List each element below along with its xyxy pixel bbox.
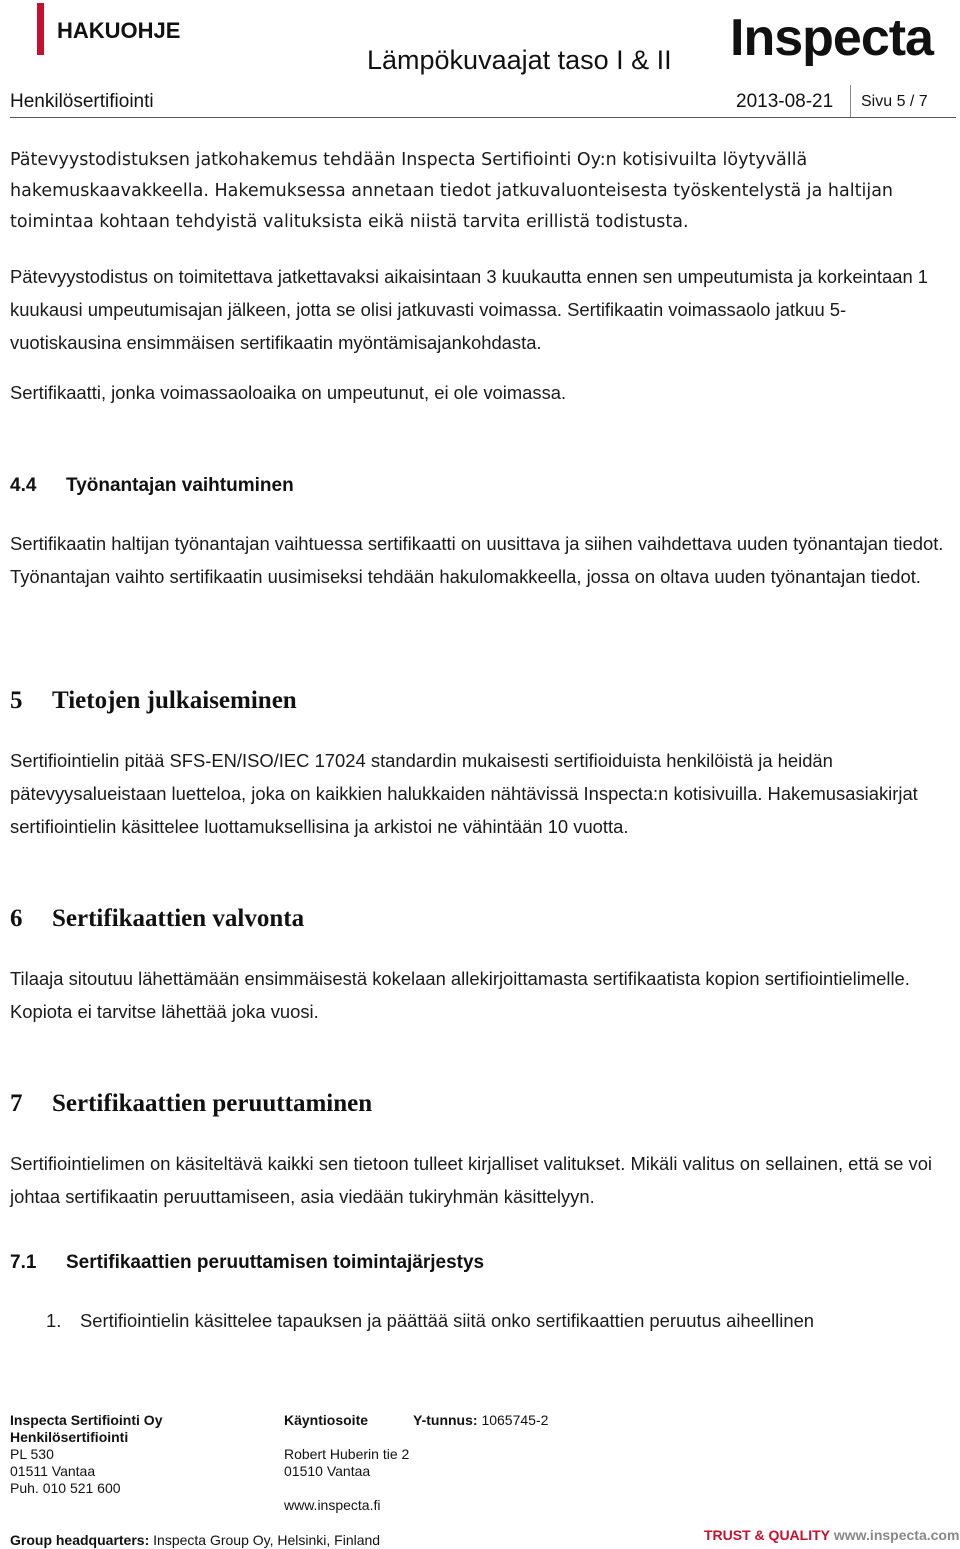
section-title: Sertifikaattien peruuttaminen [52, 1090, 373, 1117]
list-number: 1. [46, 1310, 62, 1331]
paragraph-renewal-application: Pätevyystodistuksen jatkohakemus tehdään Inspecta Sertifiointi Oy:n kotisivuilta löytyvällä hakemuskaavakkeella. Hakemuksessa annetaan tiedot jatkuvaluonteisesta työskentelystä ja haltijan toimintaa kohtaan tehdyistä valituksista eikä niistä tarvita erillistä todistusta. [10, 150, 894, 232]
section-title: Sertifikaattien valvonta [52, 905, 305, 932]
section-number: 6 [10, 905, 23, 932]
document-title: Lämpökuvaajat taso I & II [367, 45, 672, 75]
footer-company: Inspecta Sertifiointi Oy [10, 1412, 163, 1428]
business-id-label: Y-tunnus: [413, 1412, 478, 1428]
footer-trust-quality [704, 1527, 959, 1543]
document-type: HAKUOHJE [57, 18, 181, 43]
footer-business-id [413, 1412, 548, 1428]
trust-quality-label: TRUST & QUALITY [704, 1527, 830, 1543]
business-id-value: 1065745-2 [481, 1412, 549, 1428]
header-rule [10, 117, 956, 118]
inspecta-logo: Inspecta [730, 9, 933, 67]
paragraph-monitoring: Tilaaja sitoutuu lähettämään ensimmäisestä kokelaan allekirjoittamasta sertifikaatista kopion sertifiointielimelle. Kopiota ei tarvitse lähettää joka vuosi. [10, 968, 910, 1022]
trust-website: www.inspecta.com [833, 1527, 960, 1543]
footer-department: Henkilösertifiointi [10, 1429, 129, 1445]
section-heading-4-4 [10, 475, 294, 497]
footer-postal-2: 01510 Vantaa [284, 1463, 371, 1479]
list-item [46, 1304, 936, 1337]
footer-website-link[interactable]: www.inspecta.fi [284, 1497, 381, 1513]
section-heading-7 [10, 1090, 372, 1118]
section-title: Työnantajan vaihtuminen [66, 475, 294, 496]
document-date: 2013-08-21 [736, 91, 834, 112]
footer-headquarters [10, 1532, 380, 1548]
section-title: Tietojen julkaiseminen [52, 687, 297, 714]
section-number: 4.4 [10, 475, 37, 496]
footer-phone: Puh. 010 521 600 [10, 1480, 121, 1496]
paragraph-publication: Sertifiointielin pitää SFS-EN/ISO/IEC 17024 standardin mukaisesti sertifioiduista henkilöistä ja heidän pätevyysalueistaan luetteloa, joka on kaikkien halukkaiden nähtävissä Inspecta:n kotisivuilla. Hakemusasiakirjat sertifiointielin käsittelee luottamuksellisina ja arkistoi ne vähintään 10 vuotta. [10, 750, 918, 837]
footer-postal-1: 01511 Vantaa [10, 1463, 96, 1479]
section-heading-5 [10, 687, 297, 715]
paragraph-revocation: Sertifiointielimen on käsiteltävä kaikki sen tietoon tulleet kirjalliset valitukset. Mikäli valitus on sellainen, että se voi johtaa sertifikaatin peruuttamiseen, asia viedään tukiryhmän käsittelyyn. [10, 1153, 933, 1207]
hq-value: Inspecta Group Oy, Helsinki, Finland [153, 1532, 381, 1548]
footer-visit-label: Käyntiosoite [284, 1412, 369, 1428]
brand-flag-icon [37, 3, 44, 55]
paragraph-renewal-timing: Pätevyystodistus on toimitettava jatkettavaksi aikaisintaan 3 kuukautta ennen sen umpeutumista ja korkeintaan 1 kuukausi umpeutumisajan jälkeen, jotta se olisi jatkuvasti voimassa. Sertifikaatin voimassaolo jatkuu 5-vuotiskausina ensimmäisen sertifikaatin myöntämisajankohdasta. [10, 266, 929, 353]
list-text: Sertifiointielin käsittelee tapauksen ja päättää siitä onko sertifikaattien peruutus aiheellinen [80, 1310, 815, 1331]
section-heading-7-1 [10, 1252, 484, 1274]
section-number: 7 [10, 1090, 23, 1117]
section-number: 7.1 [10, 1252, 37, 1273]
footer-street: Robert Huberin tie 2 [284, 1446, 410, 1462]
header-divider [850, 85, 851, 117]
page-number: Sivu 5 / 7 [861, 93, 928, 110]
footer-po-box: PL 530 [10, 1446, 54, 1462]
section-title: Sertifikaattien peruuttamisen toimintajärjestys [66, 1252, 485, 1273]
section-number: 5 [10, 687, 23, 714]
paragraph-expired: Sertifikaatti, jonka voimassaoloaika on umpeutunut, ei ole voimassa. [10, 382, 567, 403]
section-heading-6 [10, 905, 304, 933]
paragraph-employer-change: Sertifikaatin haltijan työnantajan vaihtuessa sertifikaatti on uusittava ja siihen vaihdettava uuden työnantajan tiedot. Työnantajan vaihto sertifikaatin uusimiseksi tehdään hakulomakkeella, jossa on oltava uuden työnantajan tiedot. [10, 533, 944, 587]
department: Henkilösertifiointi [10, 91, 154, 112]
hq-label: Group headquarters: [10, 1532, 150, 1548]
